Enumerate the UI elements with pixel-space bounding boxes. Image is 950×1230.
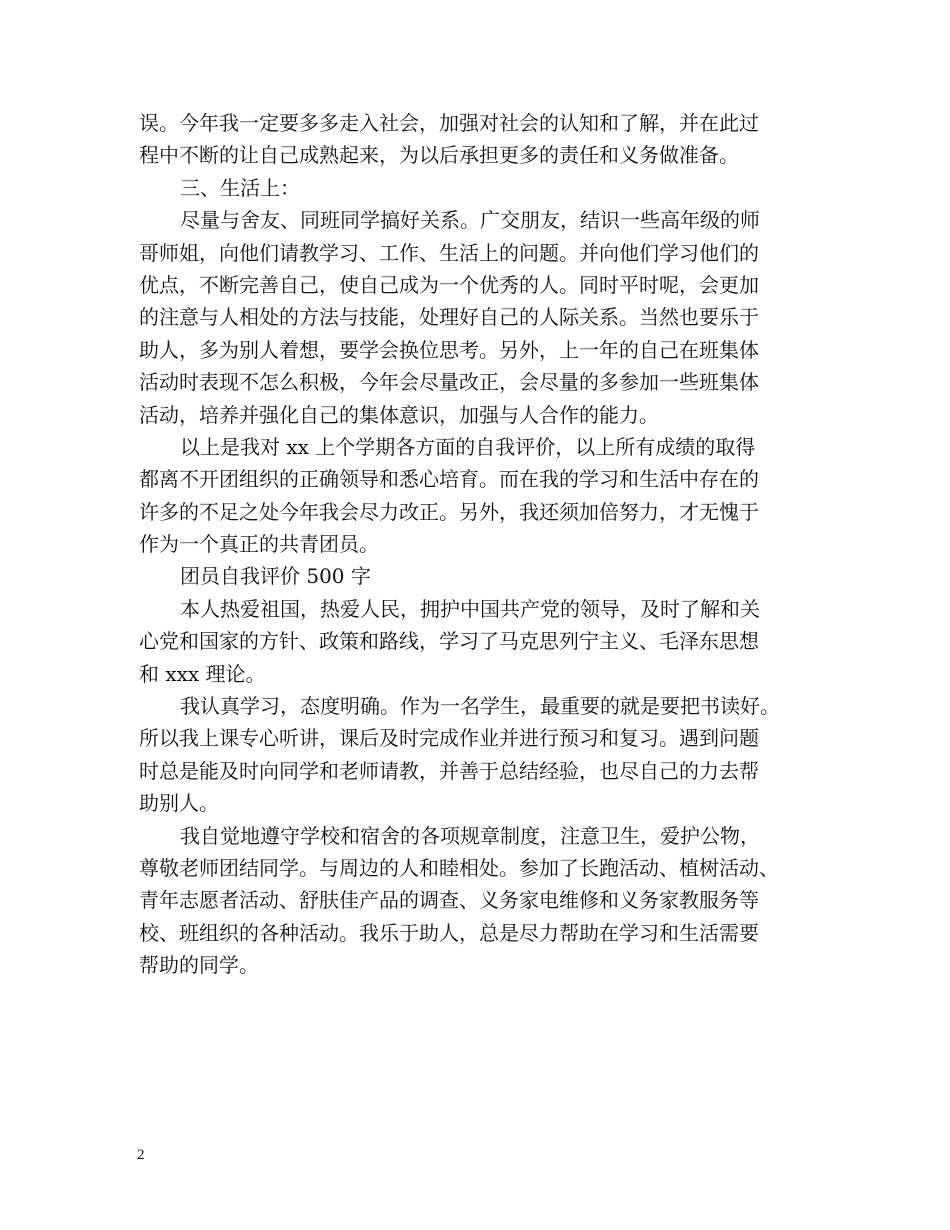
text-line: 尊敬老师团结同学。与周边的人和睦相处。参加了长跑活动、植树活动、 [139,855,779,880]
text-line: 许多的不足之处今年我会尽力改正。另外，我还须加倍努力，才无愧于 [139,499,759,524]
body-text [139,107,839,982]
text-line: 哥师姐，向他们请教学习、工作、生活上的问题。并向他们学习他们的 [139,240,759,265]
text-line: 帮助的同学。 [139,953,259,978]
text-line: 尽量与舍友、同班同学搞好关系。广交朋友，结识一些高年级的师 [180,208,760,233]
text-line: 活动时表现不怎么积极，今年会尽量改正，会尽量的多参加一些班集体 [139,370,759,395]
text-line: 都离不开团组织的正确领导和悉心培育。而在我的学习和生活中存在的 [139,467,759,492]
page-number: 2 [137,1147,145,1163]
text-line: 助别人。 [139,791,219,816]
text-line: 三、生活上： [180,175,300,200]
text-line: 以上是我对 xx 上个学期各方面的自我评价，以上所有成绩的取得 [180,434,756,459]
text-line: 我认真学习，态度明确。作为一名学生，最重要的就是要把书读好。 [180,694,780,719]
text-line: 误。今年我一定要多多走入社会，加强对社会的认知和了解，并在此过 [139,111,759,135]
text-line: 时总是能及时向同学和老师请教，并善于总结经验，也尽自己的力去帮 [139,758,759,783]
text-line: 优点，不断完善自己，使自己成为一个优秀的人。同时平时呢，会更加 [139,272,759,297]
text-line: 心党和国家的方针、政策和路线，学习了马克思列宁主义、毛泽东思想 [139,629,759,654]
text-line: 青年志愿者活动、舒肤佳产品的调查、义务家电维修和义务家教服务等 [139,888,759,913]
text-line: 的注意与人相处的方法与技能，处理好自己的人际关系。当然也要乐于 [139,305,759,330]
text-line: 本人热爱祖国，热爱人民，拥护中国共产党的领导，及时了解和关 [180,596,760,621]
text-line: 程中不断的让自己成熟起来，为以后承担更多的责任和义务做准备。 [139,143,739,168]
text-line: 团员自我评价 500 字 [180,564,371,589]
text-line: 和 xxx 理论。 [139,661,266,686]
text-line: 所以我上课专心听讲，课后及时完成作业并进行预习和复习。遇到问题 [139,726,759,751]
text-line: 我自觉地遵守学校和宿舍的各项规章制度，注意卫生，爱护公物， [180,823,760,848]
text-line: 助人，多为别人着想，要学会换位思考。另外，上一年的自己在班集体 [139,337,759,362]
text-line: 校、班组织的各种活动。我乐于助人，总是尽力帮助在学习和生活需要 [139,920,759,945]
text-line: 活动，培养并强化自己的集体意识，加强与人合作的能力。 [139,402,659,427]
text-line: 作为一个真正的共青团员。 [139,532,379,557]
